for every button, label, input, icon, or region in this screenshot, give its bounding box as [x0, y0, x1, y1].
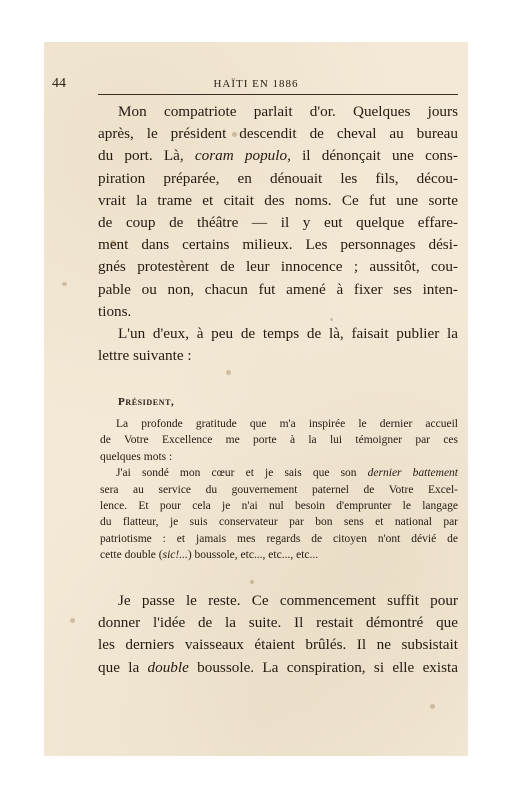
- text-line: gnés protestèrent de leur innocence ; aussitôt, cou-: [98, 258, 458, 276]
- text-line: vrait la trame et citait des noms. Ce fut une sorte: [98, 191, 458, 209]
- text-fragment: J'ai sondé mon cœur et je sais que son: [116, 467, 368, 480]
- text-fragment: boussole. La conspiration, si elle exista: [188, 658, 458, 676]
- text-line: les derniers vaisseaux étaient brûlés. Il ne subsistait: [98, 636, 458, 654]
- letter-salutation: Président,: [118, 396, 175, 408]
- header-rule: [98, 94, 458, 95]
- text-line: piration préparée, en dénouait les fils, décou-: [98, 169, 458, 187]
- italic-phrase: coram populo: [194, 147, 288, 165]
- letter-line: du flatteur, je suis conservateur par bon sens et national par: [100, 516, 458, 529]
- letter-line: [100, 547, 458, 563]
- foxing-spot: [70, 618, 75, 623]
- text-line: de coup de théâtre — il y eut quelque effare-: [98, 214, 458, 232]
- text-line: lettre suivante :: [98, 347, 192, 365]
- letter-line: patriotisme : et jamais mes regards de citoyen n'ont dévié de: [100, 532, 458, 545]
- text-fragment: que la: [98, 658, 148, 676]
- letter-line: de Votre Excellence me porte à la lui témoigner par ces: [100, 434, 458, 447]
- italic-phrase: dernier battement: [367, 467, 458, 480]
- paragraph-2: [98, 323, 458, 367]
- text-fragment: ) boussole, etc..., etc..., etc...: [187, 549, 319, 562]
- paragraph-1: [98, 101, 458, 323]
- text-line: donner l'idée de la suite. Il restait démontré que: [98, 614, 458, 632]
- paragraph-3: [98, 590, 458, 679]
- page-number: 44: [52, 76, 66, 91]
- italic-phrase: sic!...: [162, 549, 188, 562]
- letter-line: quelques mots :: [100, 450, 173, 463]
- letter-line: lence. Et pour cela je n'ai nul besoin d'emprunter le langage: [100, 500, 458, 513]
- text-line: Je passe le reste. Ce commencement suffit pour: [118, 592, 458, 609]
- text-line: [98, 657, 458, 679]
- letter-line: La profonde gratitude que m'a inspirée le dernier accueil: [116, 418, 458, 430]
- text-line: tions.: [98, 302, 132, 320]
- text-line: pable ou non, chacun fut amené à fixer ses inten-: [98, 280, 458, 298]
- foxing-spot: [62, 282, 67, 286]
- text-line: ment dans certains milieux. Les personnages dési-: [98, 236, 458, 254]
- foxing-spot: [226, 370, 231, 375]
- italic-phrase: double: [147, 658, 189, 676]
- quoted-letter: [100, 416, 458, 564]
- text-line: après, le président descendit de cheval au bureau: [98, 125, 458, 143]
- text-line: [98, 145, 458, 167]
- running-header: [52, 76, 460, 92]
- letter-line: [100, 465, 458, 481]
- text-line: L'un d'eux, à peu de temps de là, faisait publier la: [118, 325, 458, 342]
- text-fragment: , il dénonçait une cons-: [287, 147, 458, 165]
- foxing-spot: [430, 704, 435, 709]
- letter-line: sera au service du gouvernement paternel de Votre Excel-: [100, 483, 458, 496]
- text-fragment: du port. Là,: [98, 147, 195, 165]
- text-line: Mon compatriote parlait d'or. Quelques jours: [118, 103, 458, 120]
- text-fragment: cette double (: [100, 549, 163, 562]
- foxing-spot: [250, 580, 254, 584]
- running-title: HAÏTI EN 1886: [213, 78, 299, 90]
